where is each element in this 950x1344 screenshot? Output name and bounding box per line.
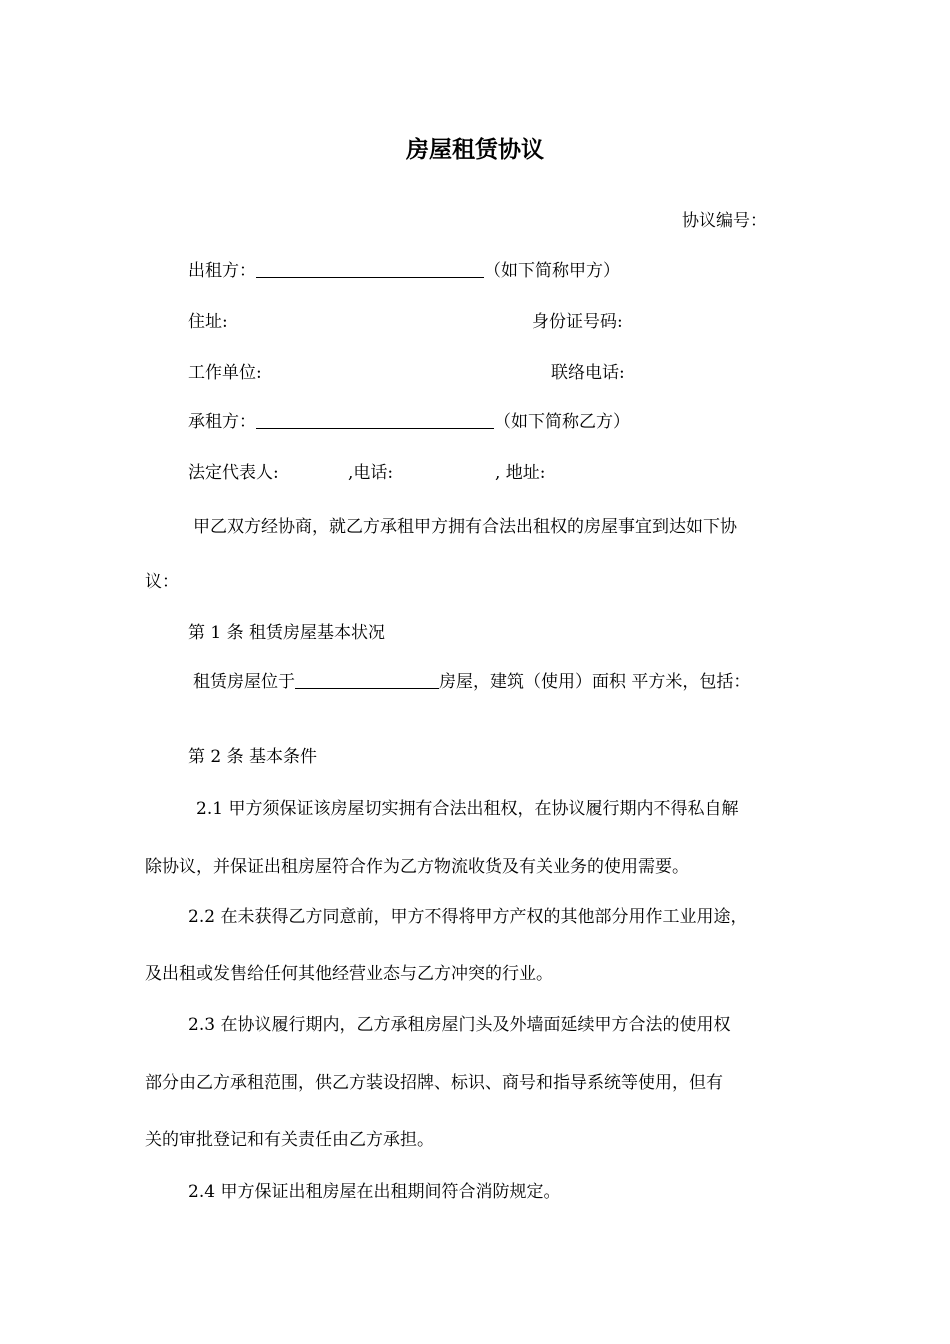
lessee-label: 承租方： <box>188 412 256 432</box>
clause-2-3-line-2: 部分由乙方承租范围，供乙方装设招牌、标识、商号和指导系统等使用，但有 <box>145 1073 723 1093</box>
intro-paragraph-line-1: 甲乙双方经协商，就乙方承租甲方拥有合法出租权的房屋事宜到达如下协 <box>193 517 737 537</box>
lessor-blank <box>256 260 484 278</box>
lessor-suffix: （如下简称甲方） <box>484 261 620 281</box>
clause-2-4-line-1: 2.4 甲方保证出租房屋在出租期间符合消防规定。 <box>188 1182 561 1202</box>
article-2-title: 第 2 条 基本条件 <box>188 747 318 767</box>
address2-label: , 地址: <box>495 463 546 483</box>
clause-2-3-line-3: 关的审批登记和有关责任由乙方承担。 <box>145 1130 434 1150</box>
clause-2-3-line-1: 2.3 在协议履行期内，乙方承租房屋门头及外墙面延续甲方合法的使用权 <box>188 1015 731 1035</box>
article-1-text-b: 房屋，建筑（使用）面积 平方米，包括： <box>439 672 751 692</box>
lessee-line <box>188 411 630 433</box>
contact-phone-label: 联络电话: <box>551 363 625 383</box>
article-1-title: 第 1 条 租赁房屋基本状况 <box>188 623 386 643</box>
id-number-label: 身份证号码: <box>532 312 623 332</box>
lessor-label: 出租方： <box>188 261 256 281</box>
legal-representative-label: 法定代表人: <box>188 463 279 483</box>
phone-label: ,电话: <box>348 463 394 483</box>
clause-2-2-line-2: 及出租或发售给任何其他经营业态与乙方冲突的行业。 <box>145 964 553 984</box>
lessor-line <box>188 260 620 282</box>
lessee-suffix: （如下简称乙方） <box>494 412 630 432</box>
clause-2-1-line-1: 2.1 甲方须保证该房屋切实拥有合法出租权，在协议履行期内不得私自解 <box>196 799 739 819</box>
agreement-number-label: 协议编号： <box>682 211 767 231</box>
intro-paragraph-line-2: 议： <box>145 572 179 592</box>
clause-2-2-line-1: 2.2 在未获得乙方同意前，甲方不得将甲方产权的其他部分用作工业用途， <box>188 907 748 927</box>
lessee-blank <box>256 411 494 429</box>
document-title: 房屋租赁协议 <box>406 136 544 163</box>
article-1-text-a: 租赁房屋位于 <box>193 672 295 692</box>
address-label: 住址: <box>188 312 228 332</box>
house-location-blank <box>295 671 439 689</box>
clause-2-1-line-2: 除协议，并保证出租房屋符合作为乙方物流收货及有关业务的使用需要。 <box>145 857 689 877</box>
article-1-paragraph <box>193 671 750 693</box>
work-unit-label: 工作单位: <box>188 363 262 383</box>
